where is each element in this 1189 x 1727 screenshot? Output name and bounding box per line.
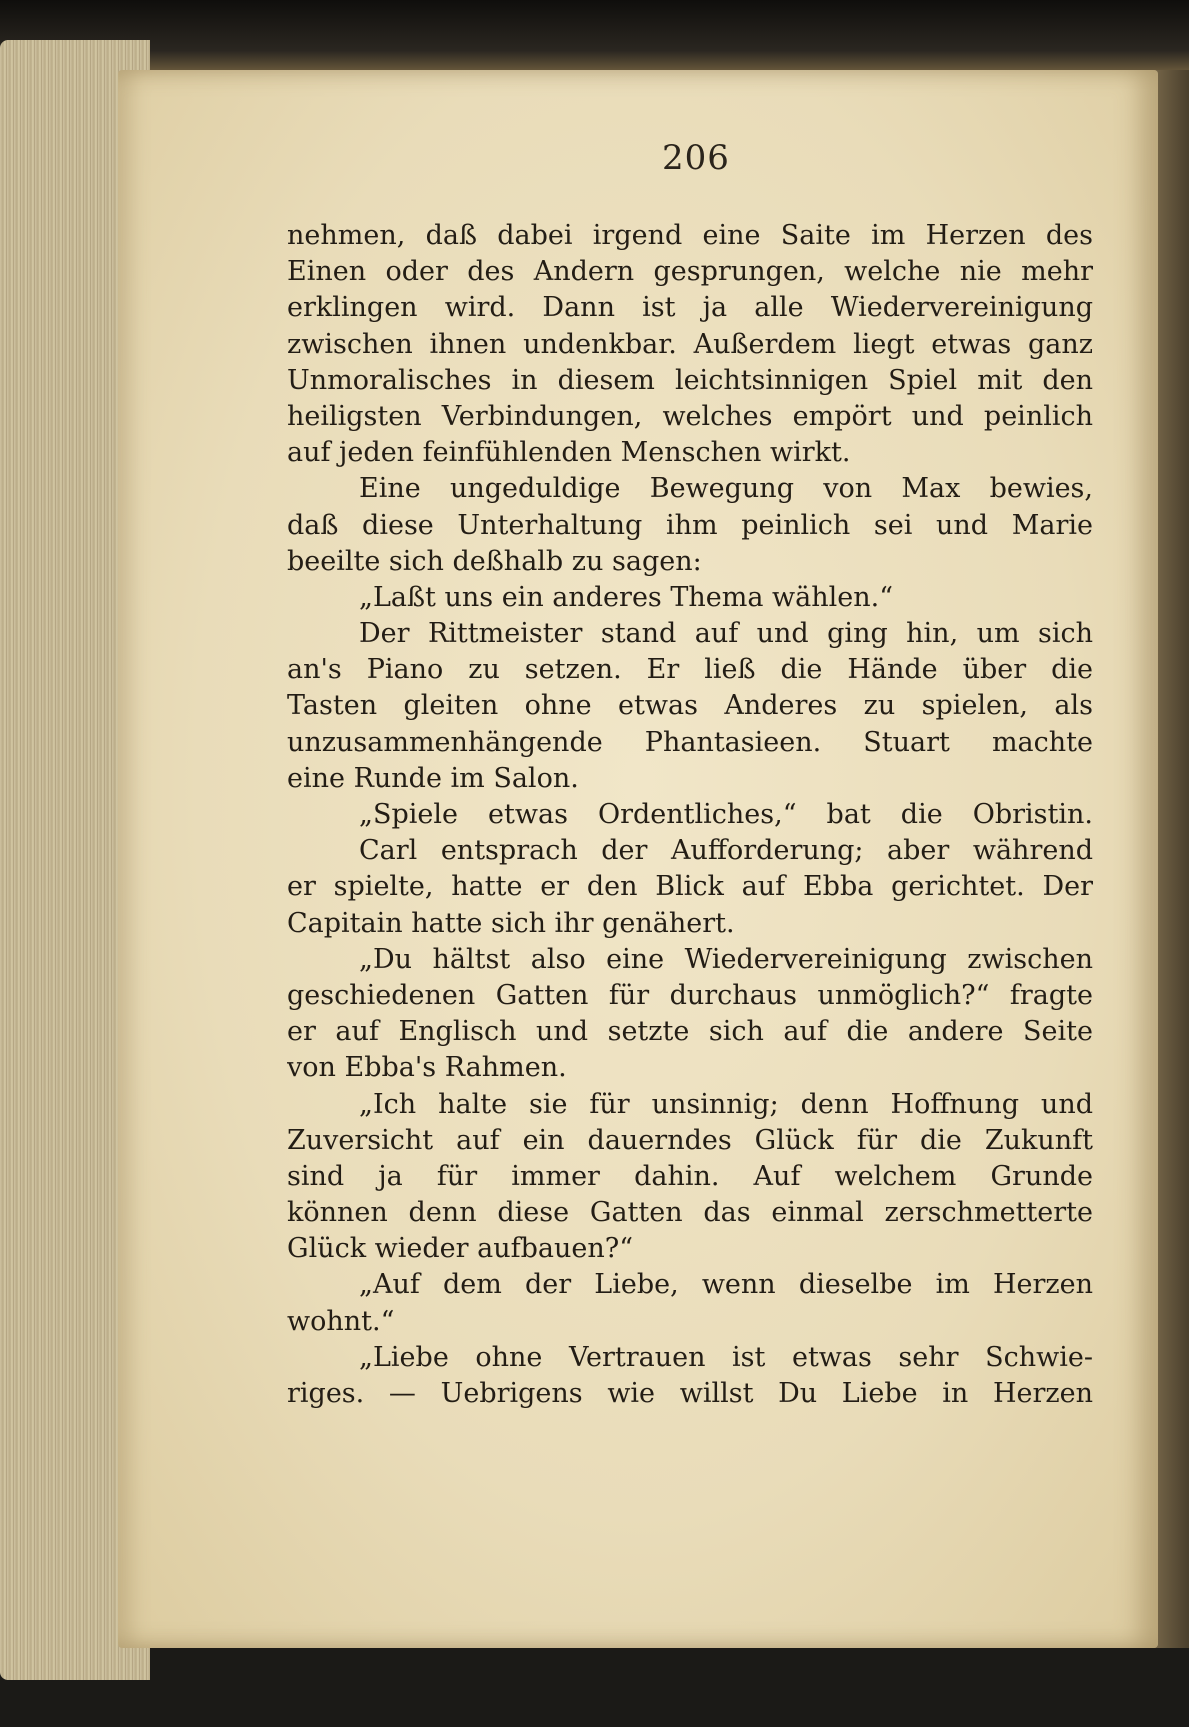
text-line: unzusammenhängende Phantasieen. Stuart machte: [287, 726, 1093, 758]
text-line: Tasten gleiten ohne etwas Anderes zu spielen, als: [287, 690, 1093, 722]
text-line: erklingen wird. Dann ist ja alle Wiedervereinigung: [287, 292, 1093, 324]
text-line: von Ebba's Rahmen.: [287, 1052, 567, 1084]
text-line: können denn diese Gatten das einmal zerschmetterte: [287, 1197, 1093, 1229]
text-line: geschiedenen Gatten für durchaus unmöglich?“ fragte: [287, 979, 1093, 1011]
text-line: „Ich halte sie für unsinnig; denn Hoffnung und: [359, 1088, 1093, 1120]
book-top-shadow: [0, 0, 1189, 72]
text-line: auf jeden feinfühlenden Menschen wirkt.: [287, 437, 851, 469]
text-line: eine Runde im Salon.: [287, 762, 579, 794]
text-line: „Liebe ohne Vertrauen ist etwas sehr Schwie-: [359, 1341, 1093, 1373]
text-line: Der Rittmeister stand auf und ging hin, um sich: [359, 618, 1093, 650]
text-line: „Du hältst also eine Wiedervereinigung zwischen: [359, 943, 1093, 975]
text-line: an's Piano zu setzen. Er ließ die Hände über die: [287, 654, 1093, 686]
text-line: riges. — Uebrigens wie willst Du Liebe in Herzen: [287, 1378, 1093, 1409]
text-line: Capitain hatte sich ihr genähert.: [287, 907, 735, 939]
text-line: „Spiele etwas Ordentliches,“ bat die Obristin.: [359, 799, 1093, 830]
text-line: daß diese Unterhaltung ihm peinlich sei und Marie: [287, 509, 1093, 541]
text-line: „Auf dem der Liebe, wenn dieselbe im Herzen: [359, 1269, 1093, 1301]
text-line: Eine ungeduldige Bewegung von Max bewies,: [359, 473, 1093, 505]
page-number: 206: [662, 138, 730, 178]
text-line: „Laßt uns ein anderes Thema wählen.“: [359, 581, 894, 613]
body-text: [287, 218, 1093, 1412]
text-line: beeilte sich deßhalb zu sagen:: [287, 545, 702, 577]
text-line: wohnt.“: [287, 1305, 395, 1337]
text-line: heiligsten Verbindungen, welches empört und peinlich: [287, 400, 1093, 432]
text-line: er auf Englisch und setzte sich auf die andere Seite: [287, 1016, 1093, 1048]
text-line: Einen oder des Andern gesprungen, welche nie mehr: [287, 256, 1093, 288]
text-line: Unmoralisches in diesem leichtsinnigen Spiel mit den: [287, 364, 1093, 396]
text-line: Glück wieder aufbauen?“: [287, 1233, 634, 1265]
text-line: er spielte, hatte er den Blick auf Ebba gerichtet. Der: [287, 871, 1093, 903]
text-line: zwischen ihnen undenkbar. Außerdem liegt etwas ganz: [287, 328, 1093, 360]
text-line: Zuversicht auf ein dauerndes Glück für die Zukunft: [287, 1124, 1093, 1156]
text-line: Carl entsprach der Aufforderung; aber während: [359, 835, 1093, 867]
text-line: sind ja für immer dahin. Auf welchem Grunde: [287, 1160, 1093, 1192]
text-line: nehmen, daß dabei irgend eine Saite im Herzen des: [287, 220, 1093, 251]
